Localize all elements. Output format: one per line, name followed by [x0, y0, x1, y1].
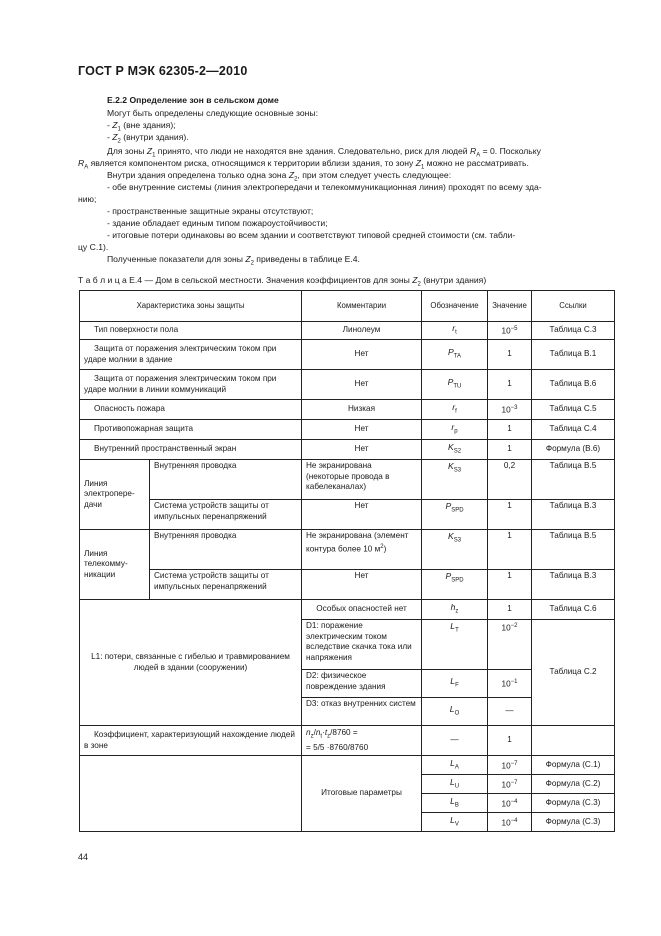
table-caption: Т а б л и ц а Е.4 — Дом в сельской местности. Значения коэффициентов для зоны $Z_2$ (внутри здания)	[78, 275, 487, 288]
row-value: $10^{-2}$	[488, 620, 532, 670]
paragraph-line: Для зоны $Z_1$ принято, что люди не находятся вне здания. Следовательно, риск для людей $R_A = 0$. Поскольку	[107, 146, 541, 159]
row-comment: Низкая	[302, 400, 422, 420]
row-comment: Нет	[302, 570, 422, 600]
table-row	[80, 756, 615, 775]
row-characteristic: Система устройств защиты от импульсных перенапряжений	[150, 500, 302, 530]
row-value: $10^{-7}$	[488, 756, 532, 775]
header-characteristic: Характеристика зоны защиты	[80, 291, 302, 322]
row-ref: Таблица В.5	[532, 530, 615, 570]
row-value: $10^{-4}$	[488, 813, 532, 832]
row-symbol: $L_A$	[422, 756, 488, 775]
row-comment: Линолеум	[302, 322, 422, 340]
table-row	[80, 500, 615, 530]
row-value: 1	[488, 726, 532, 756]
row-value: 1	[488, 420, 532, 440]
page-number: 44	[78, 852, 89, 862]
row-comment: Не экранирована (некоторые провода в кабелеканалах)	[302, 460, 422, 500]
row-value: 1	[488, 500, 532, 530]
paragraph-line: Полученные показатели для зоны $Z_2$ приведены в таблице Е.4.	[107, 254, 360, 267]
table-row	[80, 726, 615, 756]
totals-comment: Итоговые параметры	[302, 756, 422, 832]
row-value: $10^{-1}$	[488, 670, 532, 698]
row-ref: Таблица С.6	[532, 600, 615, 620]
table-row	[80, 460, 615, 500]
row-ref: Таблица В.3	[532, 570, 615, 600]
row-characteristic: Опасность пожара	[80, 400, 302, 420]
row-comment: D1: поражение электрическим током вследствие скачка тока или напряжения	[302, 620, 422, 670]
row-symbol: $L_T$	[422, 620, 488, 670]
row-value: 0,2	[488, 460, 532, 500]
row-value: $10^{-7}$	[488, 775, 532, 794]
row-ref: Таблица В.1	[532, 340, 615, 370]
row-symbol: $r_f$	[422, 400, 488, 420]
row-value: 1	[488, 530, 532, 570]
table-row	[80, 370, 615, 400]
occupancy-formula: $n_z/n_t\cdot t_z/8760$ = = 5/5 ·8760/8760	[302, 726, 422, 756]
row-ref	[532, 726, 615, 756]
row-characteristic: Внутренний пространственный экран	[80, 440, 302, 460]
table-row	[80, 570, 615, 600]
row-symbol: $P_{TU}$	[422, 370, 488, 400]
row-symbol: $r_p$	[422, 420, 488, 440]
row-symbol: —	[422, 726, 488, 756]
document-header: ГОСТ Р МЭК 62305-2—2010	[78, 64, 248, 78]
list-item: - обе внутренние системы (линия электропередачи и телекоммуникационная линия) проходят по всему зда-	[107, 182, 542, 192]
table-row	[80, 400, 615, 420]
row-value: —	[488, 698, 532, 726]
header-value: Значение	[488, 291, 532, 322]
row-ref: Таблица В.5	[532, 460, 615, 500]
row-symbol: $L_O$	[422, 698, 488, 726]
row-ref: Формула (В.6)	[532, 440, 615, 460]
row-characteristic: Коэффициент, характеризующий нахождение людей в зоне	[80, 726, 302, 756]
row-comment: Нет	[302, 370, 422, 400]
row-symbol: $K_{S3}$	[422, 460, 488, 500]
row-value: $10^{-4}$	[488, 794, 532, 813]
zone-z1-item: - $Z_1$ (вне здания);	[107, 120, 176, 133]
table-header-row	[80, 291, 615, 322]
row-symbol: $P_{SPD}$	[422, 570, 488, 600]
row-symbol: $L_F$	[422, 670, 488, 698]
row-characteristic: Тип поверхности пола	[80, 322, 302, 340]
row-value: 1	[488, 440, 532, 460]
row-ref: Таблица В.3	[532, 500, 615, 530]
list-item-continuation: цу С.1).	[78, 242, 109, 252]
totals-characteristic	[80, 756, 302, 832]
row-value: 1	[488, 340, 532, 370]
row-symbol: $L_V$	[422, 813, 488, 832]
list-item: - здание обладает единым типом пожароустойчивости;	[107, 218, 328, 228]
row-value: 1	[488, 600, 532, 620]
row-symbol: $P_{SPD}$	[422, 500, 488, 530]
table-row	[80, 440, 615, 460]
row-value: 1	[488, 570, 532, 600]
row-characteristic: Система устройств защиты от импульсных перенапряжений	[150, 570, 302, 600]
table-row	[80, 530, 615, 570]
header-symbol: Обозначение	[422, 291, 488, 322]
header-comment: Комментарии	[302, 291, 422, 322]
row-characteristic: Противопожарная защита	[80, 420, 302, 440]
row-symbol: $K_{S3}$	[422, 530, 488, 570]
row-symbol: $r_t$	[422, 322, 488, 340]
row-ref: Таблица С.4	[532, 420, 615, 440]
row-comment: Нет	[302, 500, 422, 530]
table-row	[80, 322, 615, 340]
row-comment: Нет	[302, 340, 422, 370]
row-symbol: $L_U$	[422, 775, 488, 794]
zone-z2-item: - $Z_2$ (внутри здания).	[107, 132, 189, 145]
row-symbol: $K_{S2}$	[422, 440, 488, 460]
paragraph-line: $R_A$ является компонентом риска, относящимся к территории вблизи здания, то зону $Z_1$ можно не рассматривать.	[78, 158, 529, 171]
table-row	[80, 600, 615, 620]
row-comment: Нет	[302, 420, 422, 440]
row-characteristic: Защита от поражения электрическим током при ударе молнии в здание	[80, 340, 302, 370]
row-ref: Формула (С.3)	[532, 794, 615, 813]
row-comment: D3: отказ внутренних систем	[302, 698, 422, 726]
telecom-line-label: Линия телекомму-никации	[80, 530, 150, 600]
row-ref: Таблица В.6	[532, 370, 615, 400]
list-item: - итоговые потери одинаковы во всем здании и соответствуют типовой средней стоимости (см. табли-	[107, 230, 516, 240]
list-item: - пространственные защитные экраны отсутствуют;	[107, 206, 314, 216]
l1-loss-ref: Таблица С.2	[532, 620, 615, 726]
row-symbol: $P_{TA}$	[422, 340, 488, 370]
row-comment: D2: физическое повреждение здания	[302, 670, 422, 698]
row-characteristic: Внутренняя проводка	[150, 460, 302, 500]
paragraph-line: Внутри здания определена только одна зона $Z_2$, при этом следует учесть следующее:	[107, 170, 452, 183]
row-value: $10^{-3}$	[488, 400, 532, 420]
row-value: 1	[488, 370, 532, 400]
row-comment: Особых опасностей нет	[302, 600, 422, 620]
row-characteristic: Внутренняя проводка	[150, 530, 302, 570]
row-ref: Формула (С.2)	[532, 775, 615, 794]
row-ref: Формула (С.1)	[532, 756, 615, 775]
list-item-continuation: нию;	[78, 194, 97, 204]
row-symbol: $L_B$	[422, 794, 488, 813]
power-line-label: Линия электропере-дачи	[80, 460, 150, 530]
row-ref: Таблица С.5	[532, 400, 615, 420]
section-title: E.2.2 Определение зон в сельском доме	[107, 95, 279, 105]
row-ref: Таблица С.3	[532, 322, 615, 340]
coefficients-table	[79, 290, 615, 832]
header-ref: Ссылки	[532, 291, 615, 322]
row-characteristic: Защита от поражения электрическим током при ударе молнии в линии коммуникаций	[80, 370, 302, 400]
row-ref: Формула (С.3)	[532, 813, 615, 832]
row-comment: Не экранирована (элемент контура более 10 $м^2$)	[302, 530, 422, 570]
l1-loss-characteristic: L1: потери, связанные с гибелью и травмированием людей в здании (сооружении)	[80, 600, 302, 726]
row-value: $10^{-5}$	[488, 322, 532, 340]
row-comment: Нет	[302, 440, 422, 460]
table-row	[80, 420, 615, 440]
row-symbol: $h_z$	[422, 600, 488, 620]
table-row	[80, 340, 615, 370]
intro-line: Могут быть определены следующие основные зоны:	[107, 108, 318, 118]
